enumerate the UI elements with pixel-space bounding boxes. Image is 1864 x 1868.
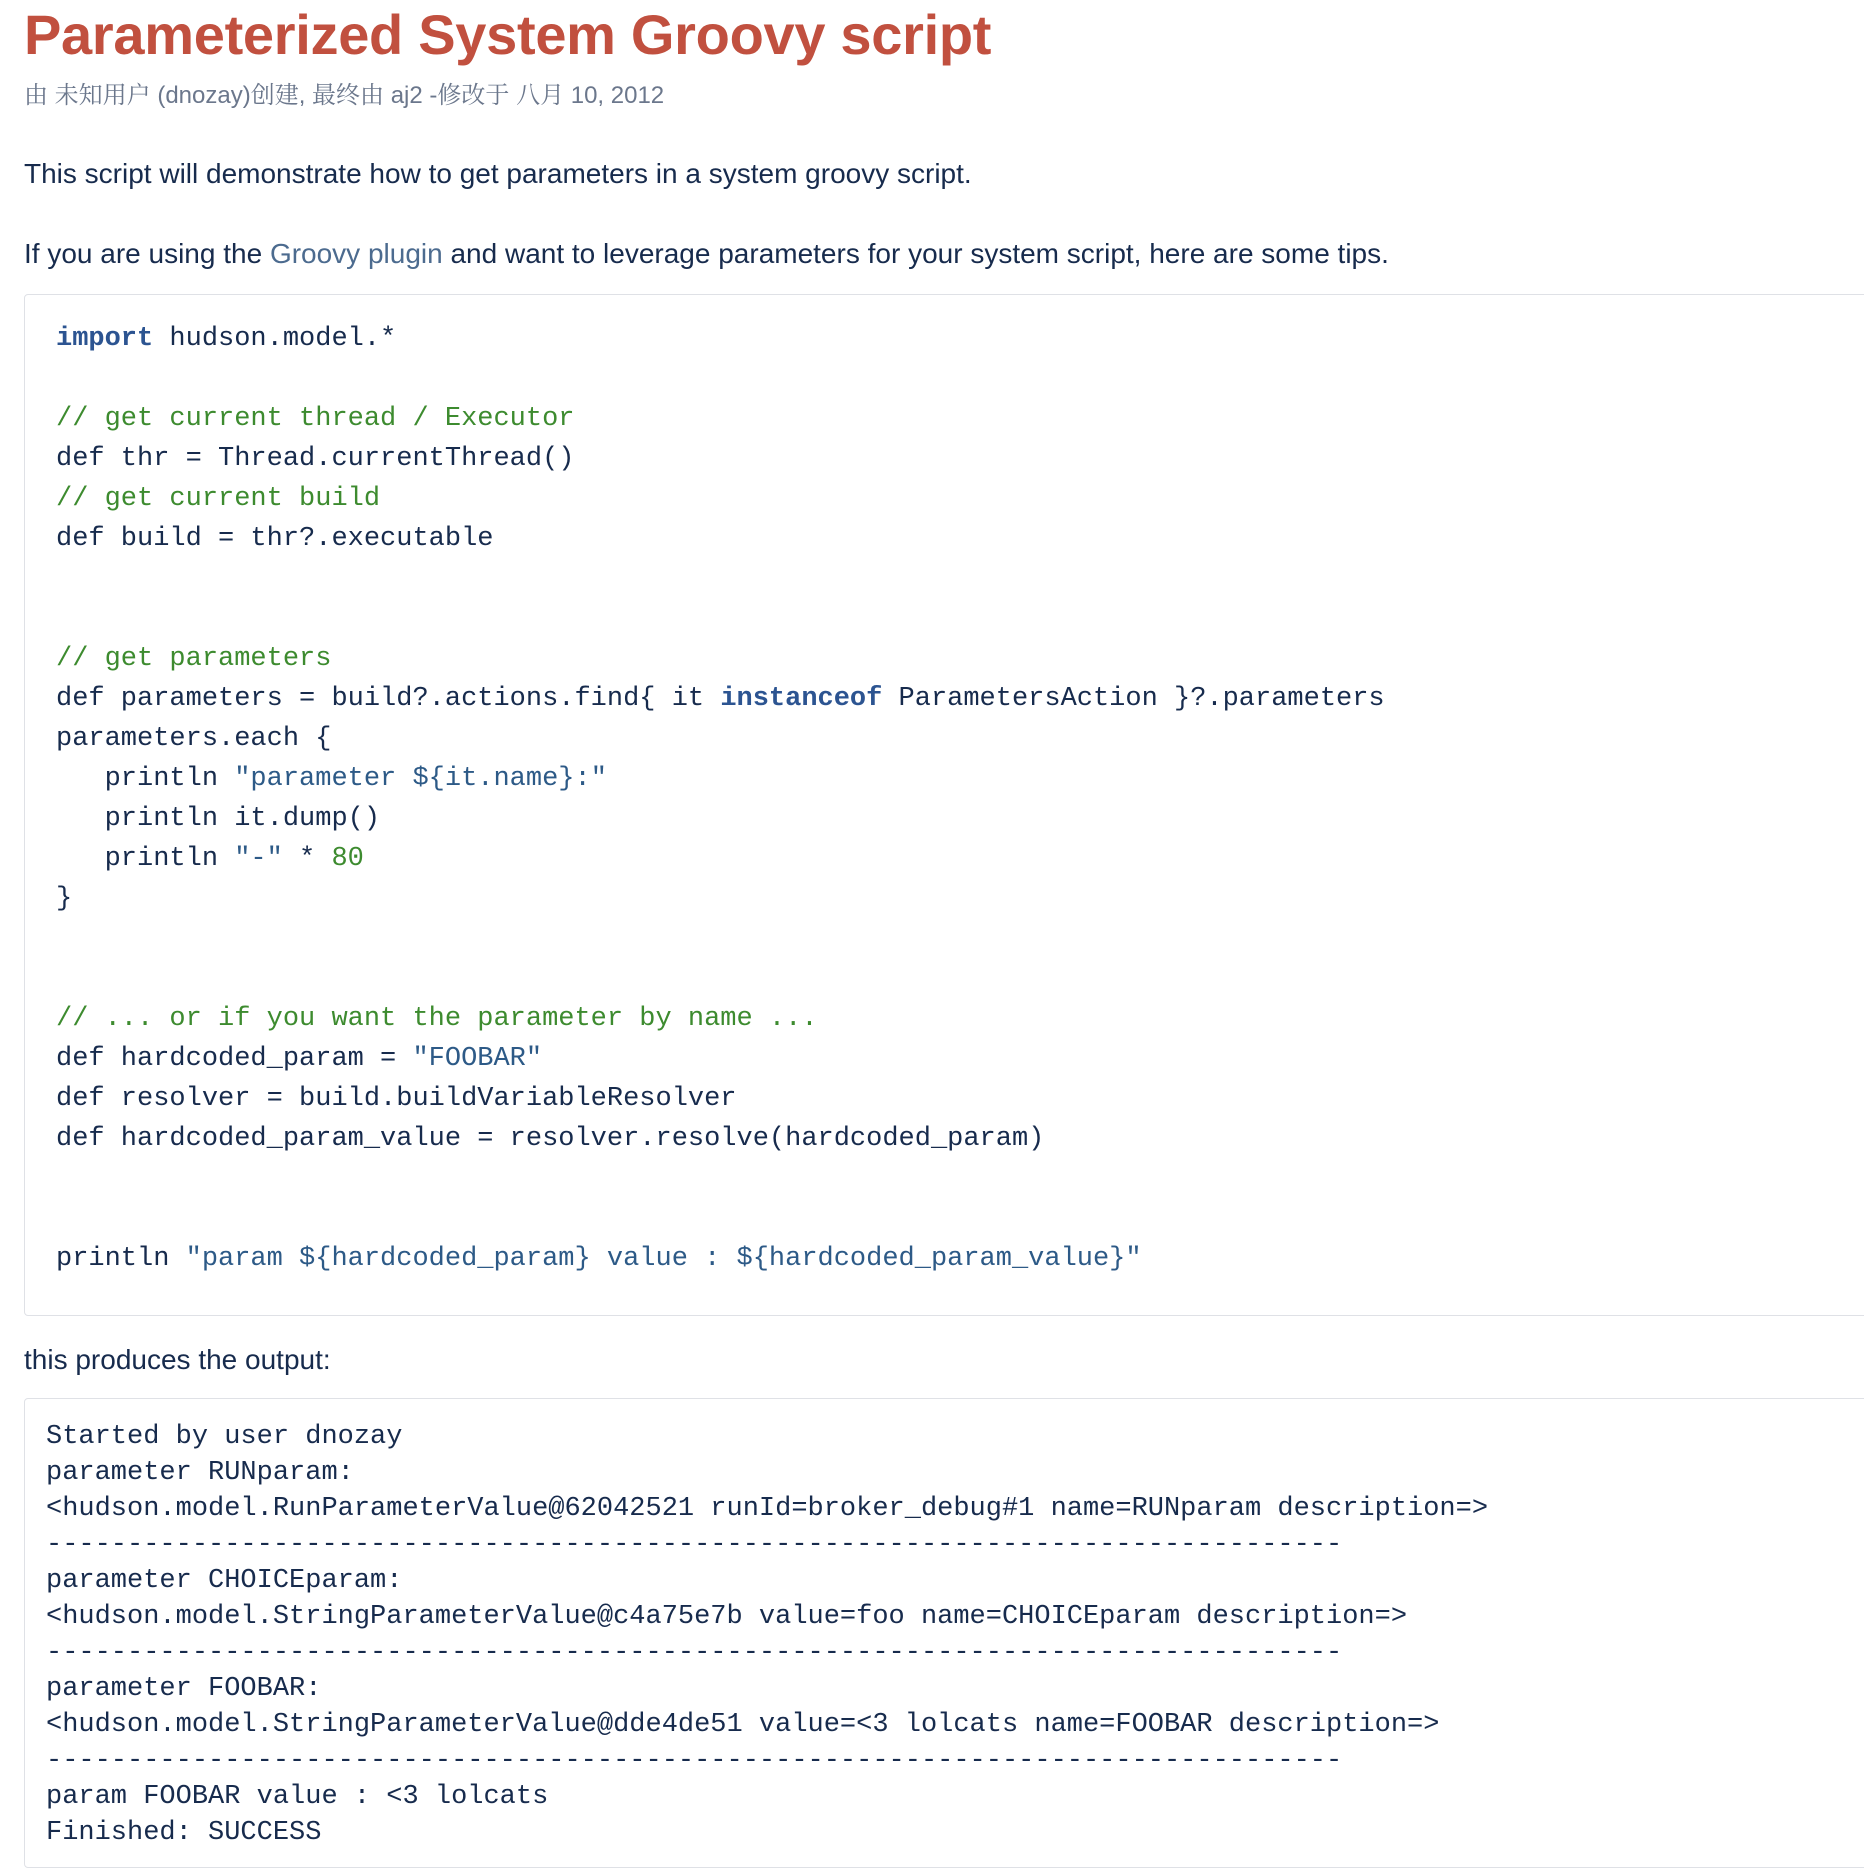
code-line [56, 999, 1385, 1039]
code-line [56, 439, 1385, 479]
output-line: parameter RUNparam: [46, 1458, 354, 1488]
code-line [56, 1159, 1385, 1199]
page-metadata: 由 未知用户 (dnozay)创建, 最终由 aj2 -修改于 八月 10, 2012 [24, 82, 665, 109]
code-line [56, 759, 1385, 799]
groovy-plugin-link[interactable]: Groovy plugin [269, 238, 443, 269]
output-block [24, 1398, 1864, 1868]
code-line [56, 719, 1385, 759]
code-token: // get current thread / Executor [56, 404, 575, 434]
code-content [56, 319, 1385, 1279]
code-line [56, 1079, 1385, 1119]
code-token: // get parameters [56, 644, 332, 674]
tips-paragraph [24, 236, 1389, 272]
output-line: Finished: SUCCESS [46, 1818, 322, 1848]
code-token: def hardcoded_param_value = resolver.resolve(hardcoded_param) [56, 1124, 1045, 1154]
code-token: def build = thr?.executable [56, 524, 494, 554]
code-line [56, 879, 1385, 919]
code-line [56, 319, 1385, 359]
code-line [56, 399, 1385, 439]
output-line: parameter FOOBAR: [46, 1674, 322, 1704]
code-token: // get current build [56, 484, 381, 514]
code-line [56, 639, 1385, 679]
code-token: hudson.model.* [153, 324, 397, 354]
code-token: println [56, 1244, 186, 1274]
code-token: def resolver = build.buildVariableResolver [56, 1084, 737, 1114]
output-content [46, 1419, 1488, 1851]
code-token: 80 [331, 844, 364, 874]
code-token: println [56, 844, 235, 874]
code-token: def hardcoded_param = [56, 1044, 413, 1074]
code-line [56, 599, 1385, 639]
code-token: "FOOBAR" [412, 1044, 543, 1074]
output-line: -------------------------------------------------------------------------------- [46, 1746, 1343, 1776]
code-token: // ... or if you want the parameter by name ... [56, 1004, 818, 1034]
code-token: def thr = Thread.currentThread() [56, 444, 575, 474]
code-block [24, 294, 1864, 1316]
code-line [56, 839, 1385, 879]
tips-text-after: and want to leverage parameters for your system script, here are some tips. [442, 238, 1389, 269]
code-token: def parameters = build?.actions.find{ it [56, 684, 721, 714]
code-line [56, 1119, 1385, 1159]
tips-text-before: If you are using the [24, 238, 270, 269]
output-line: -------------------------------------------------------------------------------- [46, 1530, 1343, 1560]
code-token: instanceof [720, 684, 883, 714]
output-line: <hudson.model.StringParameterValue@c4a75e7b value=foo name=CHOICEparam description=> [46, 1602, 1408, 1632]
code-line [56, 1199, 1385, 1239]
code-line [56, 519, 1385, 559]
code-line [56, 679, 1385, 719]
code-line [56, 359, 1385, 399]
code-token: "parameter ${it.name}:" [234, 764, 607, 794]
code-token: ParametersAction }?.parameters [882, 684, 1385, 714]
code-token: import [56, 324, 154, 354]
code-token: "param ${hardcoded_param} value : ${hardcoded_param_value}" [185, 1244, 1142, 1274]
output-line: param FOOBAR value : <3 lolcats [46, 1782, 549, 1812]
code-line [56, 799, 1385, 839]
intro-paragraph: This script will demonstrate how to get parameters in a system groovy script. [24, 158, 972, 189]
page-title: Parameterized System Groovy script [24, 3, 992, 66]
code-line [56, 1039, 1385, 1079]
code-line [56, 919, 1385, 959]
output-intro: this produces the output: [24, 1344, 331, 1375]
output-line: parameter CHOICEparam: [46, 1566, 403, 1596]
output-line: -------------------------------------------------------------------------------- [46, 1638, 1343, 1668]
output-line: <hudson.model.StringParameterValue@dde4de51 value=<3 lolcats name=FOOBAR description=> [46, 1710, 1440, 1740]
output-line: <hudson.model.RunParameterValue@62042521 runId=broker_debug#1 name=RUNparam description=> [46, 1494, 1489, 1524]
code-line [56, 959, 1385, 999]
output-line: Started by user dnozay [46, 1422, 403, 1452]
code-token: "-" [234, 844, 283, 874]
code-token: println it.dump() [56, 804, 381, 834]
code-token: * [282, 844, 332, 874]
code-line [56, 1239, 1385, 1279]
code-line [56, 559, 1385, 599]
code-token: println [56, 764, 235, 794]
code-token: parameters.each { [56, 724, 332, 754]
code-token: } [56, 884, 73, 914]
code-line [56, 479, 1385, 519]
